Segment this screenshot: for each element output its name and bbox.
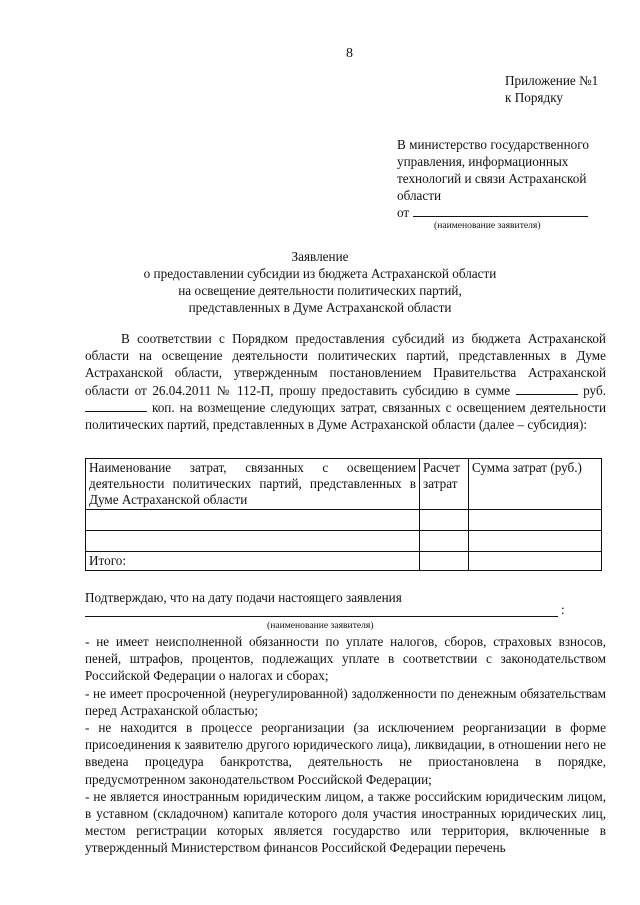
header-amount: Сумма затрат (руб.) [468,459,601,510]
table-total-row [86,552,602,571]
page-number: 8 [346,46,353,61]
applicant-name-blank [413,204,588,217]
main-paragraph [85,330,606,433]
paragraph-part-1: В соответствии с Порядком предоставления субсидий из бюджета Астраханской области на освещение деятельности политических партий, представленных в Думе Астраханской области, утвержденным постановлением Правительства Астраханской области от 26.04.2011 № 112-П, прошу предоставить субсидию в сумме [85,331,606,398]
paragraph-part-3: коп. на возмещение следующих затрат, связанных с освещением деятельности политических партий, представленных в Думе Астраханской области (далее – субсидия): [85,399,607,433]
confirmation-colon: : [561,602,565,617]
appendix-line-2: к Порядку [505,90,564,105]
table-row [86,531,602,552]
addressee-line-2: управления, информационных [397,154,569,169]
condition-item: - не является иностранным юридическим лицом, а также российским юридическим лицом, в уставном (складочном) капитале которого доля участия иностранных юридических лиц, местом регистрации которых является государство или территория, включенные в утвержденный Министерством финансов Российской Федерации перечень [85,788,606,856]
appendix-label [505,72,598,106]
from-field [397,204,588,221]
table-cell [86,510,420,531]
condition-item: - не имеет просроченной (неурегулированной) задолженности по денежным обязательствам перед Астраханской областью; [85,685,606,718]
title-line-2: о предоставлении субсидии из бюджета Астраханской области [143,266,497,281]
table-cell [468,510,601,531]
addressee-line-3: технологий и связи Астраханской [397,171,587,186]
table-row [86,510,602,531]
header-calculation: Расчет затрат [419,459,468,510]
from-label: от [397,205,410,220]
table-cell [419,552,468,571]
appendix-line-1: Приложение №1 [505,73,599,88]
rubles-blank [516,382,578,395]
confirmation-text: Подтверждаю, что на дату подачи настоящего заявления [85,590,402,605]
table-cell [468,552,601,571]
table-cell [419,531,468,552]
title-line-4: представленных в Думе Астраханской области [188,300,452,315]
table-header-row [86,459,602,510]
costs-table [85,458,602,571]
document-title [0,248,640,316]
addressee-block [397,136,589,204]
addressee-line-4: области [397,188,442,203]
addressee-line-1: В министерство государственного [397,137,589,152]
paragraph-part-2: руб. [583,382,606,398]
confirmation-hint: (наименование заявителя) [267,620,374,631]
header-cost-name: Наименование затрат, связанных с освещением деятельности политических партий, представленных в Думе Астраханской области [86,459,420,510]
title-line-1: Заявление [291,249,349,264]
confirmation-applicant-blank [85,606,558,617]
kopecks-blank [85,399,147,412]
table-cell [86,531,420,552]
table-cell [468,531,601,552]
conditions-list [85,633,606,857]
condition-item: - не имеет неисполненной обязанности по уплате налогов, сборов, страховых взносов, пеней, штрафов, процентов, подлежащих уплате в соответствии с законодательством Российской Федерации о налогах и сборах; [85,634,606,684]
condition-item: - не находится в процессе реорганизации (за исключением реорганизации в форме присоединения к заявителю другого юридического лица), ликвидации, в отношении него не введена процедура банкротства, деятельность не приостановлена в порядке, предусмотренном законодательством Российской Федерации; [85,720,606,787]
table-cell [419,510,468,531]
applicant-hint: (наименование заявителя) [434,220,541,231]
total-label: Итого: [86,552,420,571]
title-line-3: на освещение деятельности политических партий, [178,283,462,298]
